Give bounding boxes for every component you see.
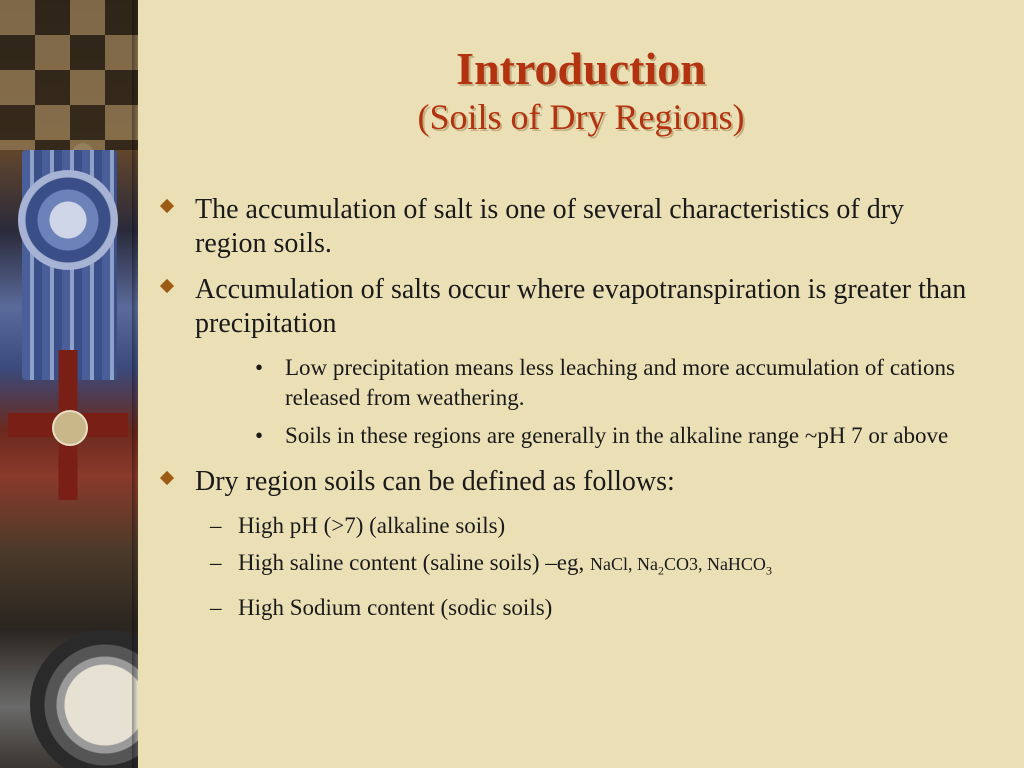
dot-bullet-icon: •: [255, 355, 264, 380]
checkerboard-pattern: [0, 0, 138, 150]
medal-cross: [8, 350, 128, 500]
slide-subtitle: (Soils of Dry Regions): [417, 97, 745, 137]
title-block: [138, 42, 1024, 138]
diamond-bullet-icon: [160, 279, 174, 293]
diamond-bullet-icon: [160, 199, 174, 213]
dash-item: – High saline content (saline soils) –eg, NaCl, $Na_2CO3$, NaHCO$_3$: [210, 550, 772, 578]
medal-rosette: [18, 170, 118, 270]
slide-content: [160, 193, 980, 630]
dash-item: – High Sodium content (sodic soils): [160, 593, 980, 623]
diamond-bullet-icon: [160, 471, 174, 485]
sub-bullet-item: • Low precipitation means less leaching and more accumulation of cations released from weathering.: [255, 355, 955, 410]
dot-bullet-icon: •: [255, 423, 264, 448]
chemical-formulas: NaCl, $Na_2CO3$, NaHCO$_3$: [589, 554, 772, 578]
dash-bullet-icon: –: [210, 594, 222, 620]
compass: [30, 630, 138, 768]
bullet-item: Dry region soils can be defined as follows:: [160, 465, 980, 499]
dash-bullet-icon: –: [210, 513, 222, 538]
sub-bullet-item: • Soils in these regions are generally in the alkaline range ~pH 7 or above: [160, 421, 980, 451]
dash-bullet-icon: –: [210, 550, 222, 575]
bullet-item: The accumulation of salt is one of several characteristics of dry region soils.: [160, 193, 980, 261]
decorative-image-strip: [0, 0, 138, 768]
slide-title: Introduction: [456, 43, 706, 94]
bullet-item: Accumulation of salts occur where evapotranspiration is greater than precipitation: [160, 273, 980, 341]
dash-item: – High pH (>7) (alkaline soils): [160, 511, 980, 541]
